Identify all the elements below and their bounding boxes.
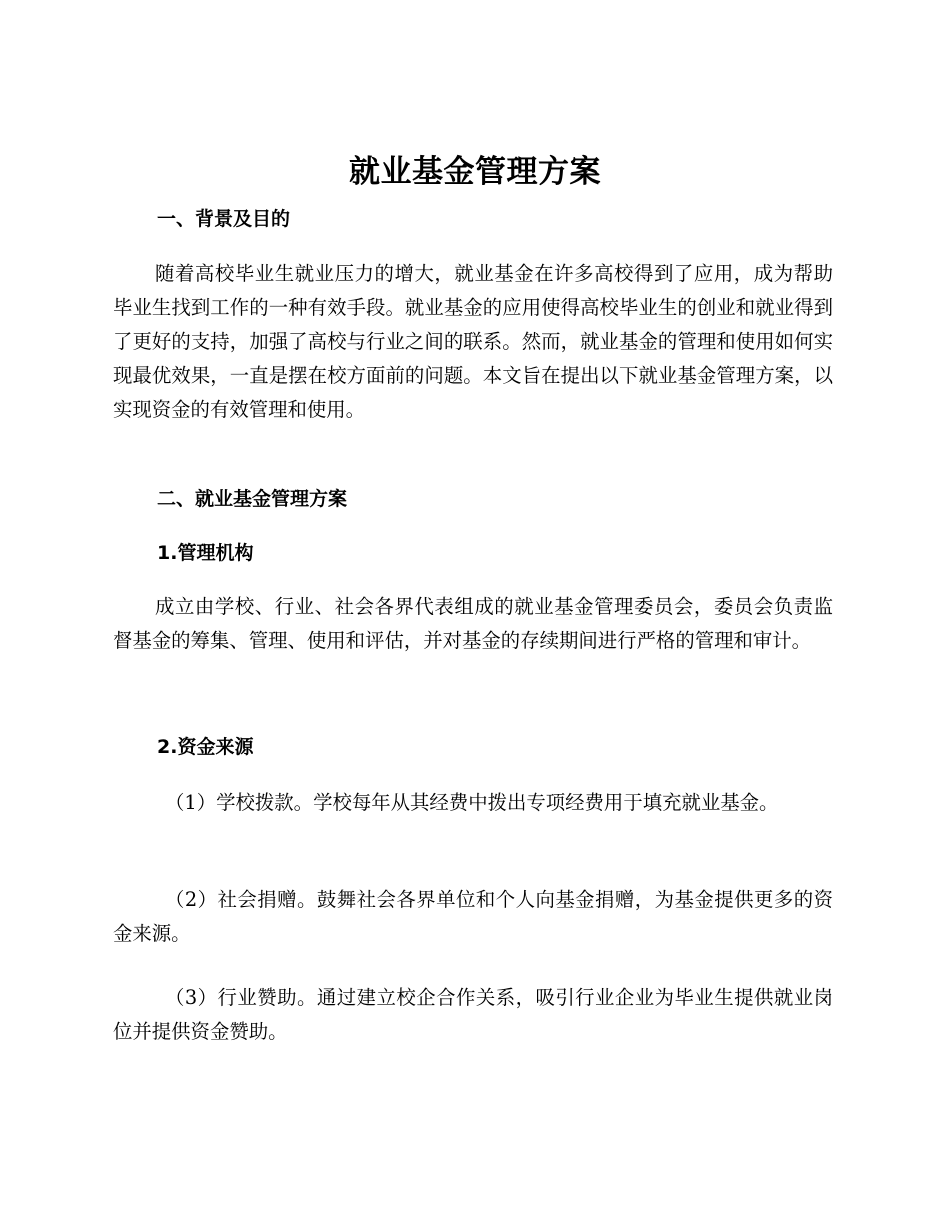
list-item-social-donation: （2）社会捐赠。鼓舞社会各界单位和个人向基金捐赠，为基金提供更多的资金来源。 <box>113 888 833 945</box>
paragraph-management: 成立由学校、行业、社会各界代表组成的就业基金管理委员会，委员会负责监督基金的筹集、管理、使用和评估，并对基金的存续期间进行严格的管理和审计。 <box>113 595 833 652</box>
section-heading-background: 一、背景及目的 <box>157 208 291 230</box>
document-title: 就业基金管理方案 <box>349 154 601 190</box>
subheading-management: 1.管理机构 <box>157 542 254 564</box>
paragraph-background: 随着高校毕业生就业压力的增大，就业基金在许多高校得到了应用，成为帮助毕业生找到工作的一种有效手段。就业基金的应用使得高校毕业生的创业和就业得到了更好的支持，加强了高校与行业之间的联系。然而，就业基金的管理和使用如何实现最优效果，一直是摆在校方面前的问题。本文旨在提出以下就业基金管理方案，以实现资金的有效管理和使用。 <box>113 262 833 421</box>
list-item-industry-sponsorship: （3）行业赞助。通过建立校企合作关系，吸引行业企业为毕业生提供就业岗位并提供资金赞助。 <box>113 986 833 1043</box>
list-item-school-allocation: （1）学校拨款。学校每年从其经费中拨出专项经费用于填充就业基金。 <box>165 791 779 814</box>
subheading-funding-sources: 2.资金来源 <box>157 736 254 758</box>
section-heading-plan: 二、就业基金管理方案 <box>157 488 348 510</box>
